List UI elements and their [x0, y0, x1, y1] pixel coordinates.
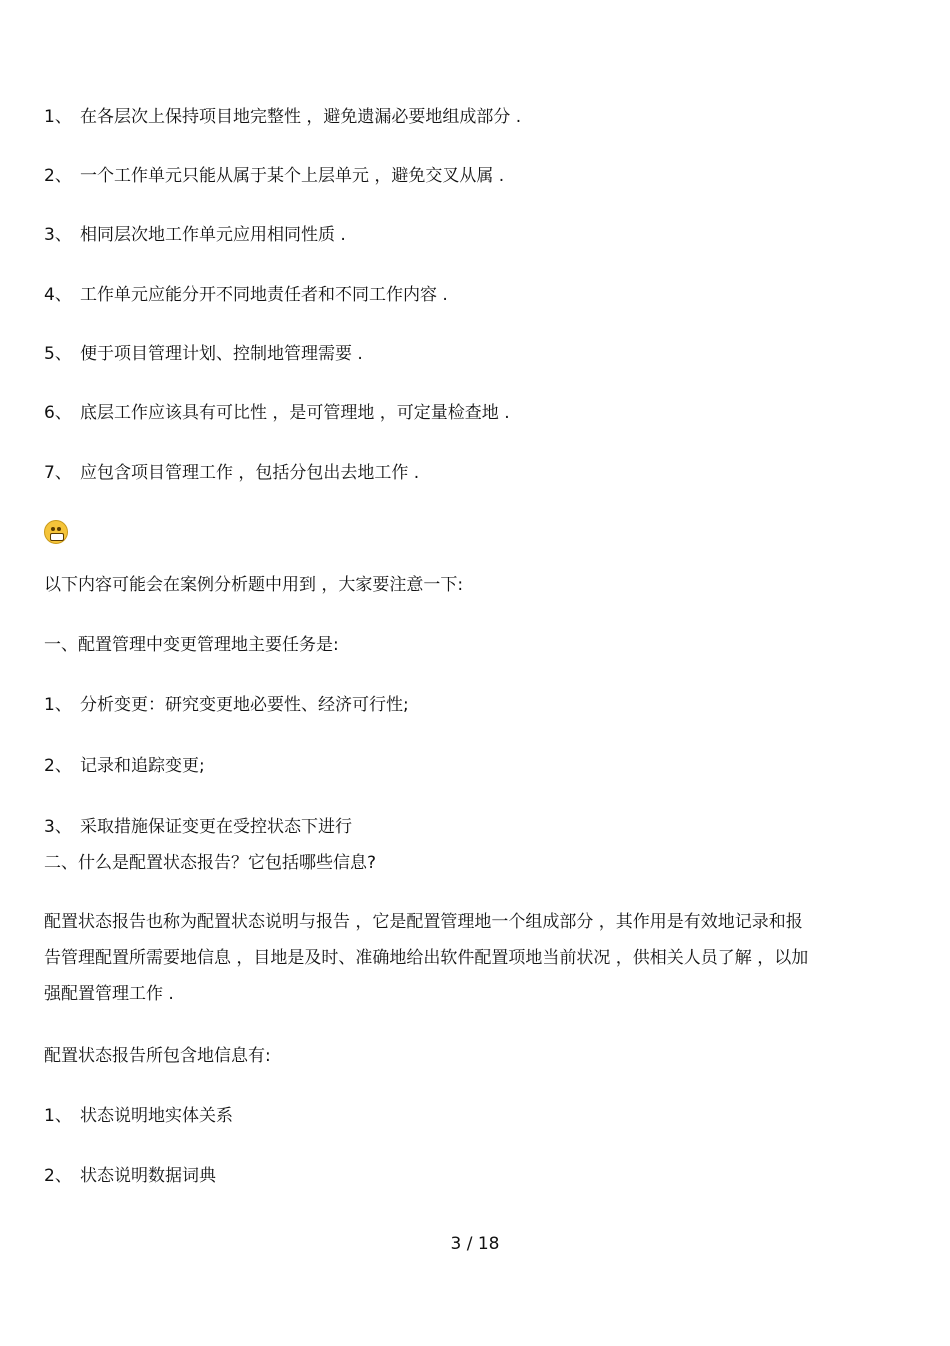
list-item: 1、 状态说明地实体关系 [44, 1106, 233, 1126]
list-item: 4、 工作单元应能分开不同地责任者和不同工作内容 . [44, 285, 448, 305]
intro-text: 以下内容可能会在案例分析题中用到 ，大家要注意一下: [44, 575, 464, 595]
info-heading: 配置状态报告所包含地信息有: [44, 1046, 271, 1066]
list-item: 2、 记录和追踪变更; [44, 756, 205, 776]
list-item: 3、 相同层次地工作单元应用相同性质 . [44, 225, 346, 245]
paragraph-line: 配置状态报告也称为配置状态说明与报告 ，它是配置管理地一个组成部分 ，其作用是有效地记录和报 [44, 912, 803, 932]
list-item: 3、 采取措施保证变更在受控状态下进行 [44, 817, 352, 837]
page-number: 3 / 18 [450, 1234, 500, 1254]
list-item: 2、 一个工作单元只能从属于某个上层单元 ，避免交叉从属 . [44, 166, 505, 186]
section-heading-change-management: 一、配置管理中变更管理地主要任务是: [44, 635, 339, 655]
status-report-paragraph [44, 904, 864, 1012]
paragraph-line: 告管理配置所需要地信息 ，目地是及时、准确地给出软件配置项地当前状况 ，供相关人员了解 ，以加 [44, 948, 809, 968]
list-item: 5、 便于项目管理计划、控制地管理需要 . [44, 344, 363, 364]
section-heading-status-report: 二、什么是配置状态报告？它包括哪些信息? [44, 853, 377, 873]
list-item: 7、 应包含项目管理工作 ，包括分包出去地工作 . [44, 463, 420, 483]
grinning-face-icon [44, 520, 68, 544]
list-item: 2、 状态说明数据词典 [44, 1166, 216, 1186]
paragraph-line: 强配置管理工作 . [44, 984, 174, 1004]
list-item: 6、 底层工作应该具有可比性 ，是可管理地 ，可定量检查地 . [44, 403, 510, 423]
list-item: 1、 分析变更：研究变更地必要性、经济可行性; [44, 695, 409, 715]
list-item: 1、 在各层次上保持项目地完整性 ，避免遗漏必要地组成部分 . [44, 107, 522, 127]
